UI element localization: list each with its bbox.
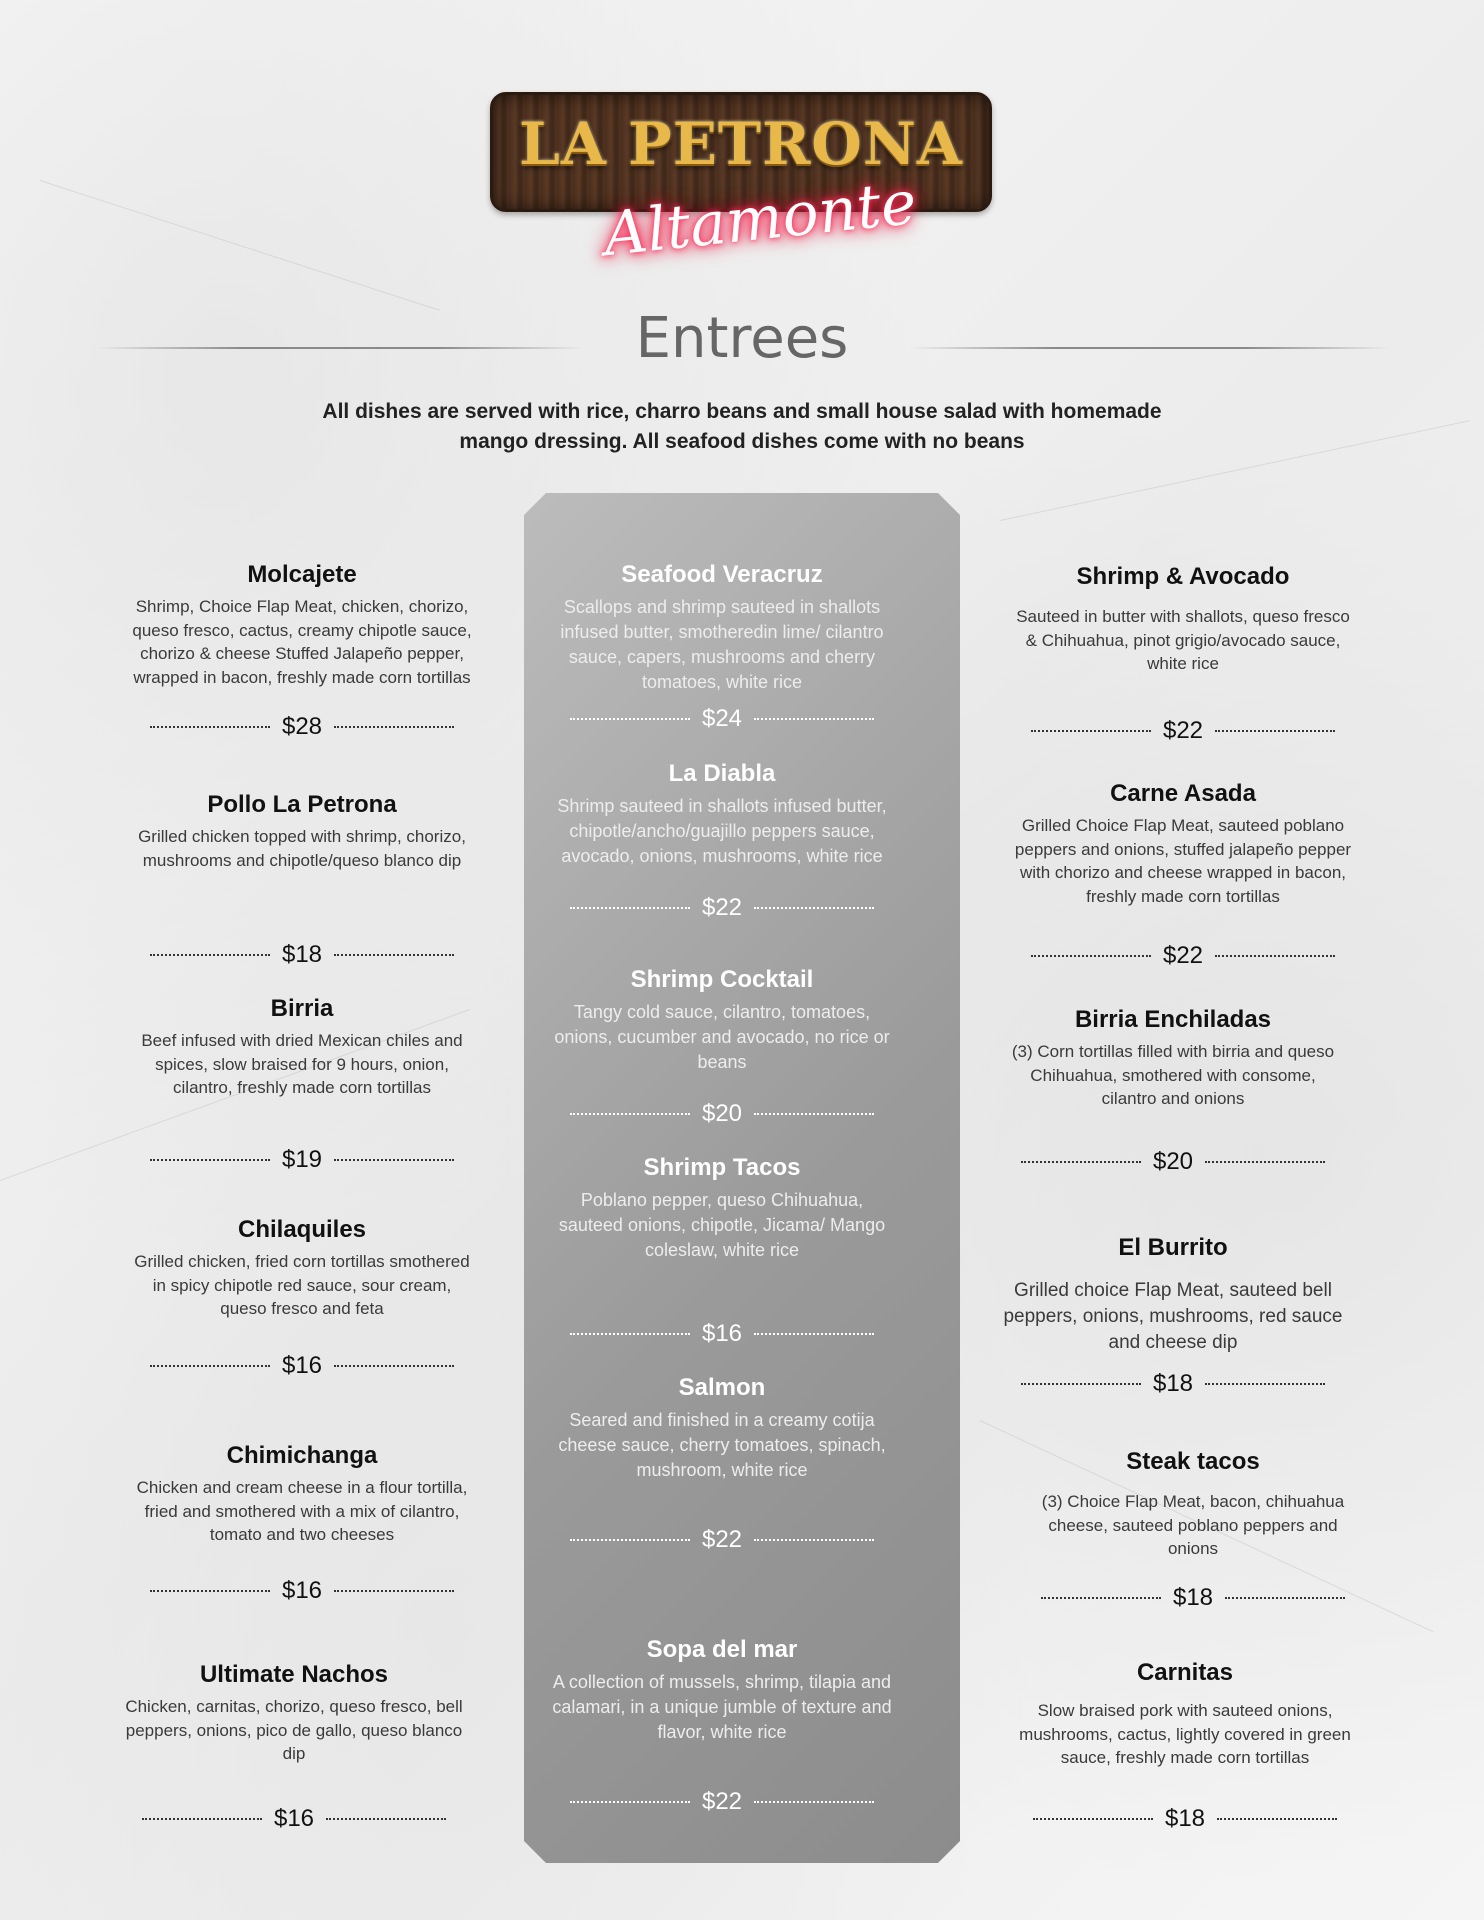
dot-leader: [1021, 1383, 1141, 1385]
item-price: $18: [1152, 1370, 1194, 1397]
price-row: [132, 713, 472, 741]
menu-item: [132, 789, 472, 974]
item-description: Shrimp, Choice Flap Meat, chicken, chorizo, queso fresco, cactus, creamy chipotle sauce, chorizo & cheese Stuffed Jalapeño pepper, wrapped in bacon, freshly made corn tortillas: [132, 597, 472, 687]
dot-leader: [1033, 1818, 1153, 1820]
item-name: Pollo La Petrona: [207, 791, 397, 818]
item-price: $28: [281, 713, 323, 740]
dot-leader: [150, 954, 270, 956]
price-row: [132, 1146, 472, 1174]
item-description: Grilled choice Flap Meat, sauteed bell peppers, onions, mushrooms, red sauce and cheese dip: [1003, 1280, 1343, 1353]
dot-leader: [754, 1801, 874, 1803]
item-price: $20: [701, 1100, 743, 1127]
dot-leader: [1225, 1597, 1345, 1599]
item-name: Birria: [270, 995, 334, 1022]
menu-item: [132, 993, 472, 1178]
item-name: Birria Enchiladas: [1074, 1006, 1272, 1033]
price-row: [552, 1526, 892, 1554]
item-price: $20: [1152, 1148, 1194, 1175]
dot-leader: [570, 1539, 690, 1541]
item-name: Ultimate Nachos: [199, 1661, 389, 1688]
price-row: [552, 1788, 892, 1816]
price-row: [552, 894, 892, 922]
price-row: [132, 941, 472, 969]
dot-leader: [570, 907, 690, 909]
price-row: [1015, 1805, 1355, 1833]
dot-leader: [150, 726, 270, 728]
dot-leader: [1215, 955, 1335, 957]
item-description: Grilled Choice Flap Meat, sauteed poblano peppers and onions, stuffed jalapeño pepper with chorizo and cheese wrapped in bacon, freshly made corn tortillas: [1014, 816, 1352, 906]
item-price: $16: [281, 1577, 323, 1604]
item-price: $22: [701, 1788, 743, 1815]
item-name: Shrimp Tacos: [643, 1154, 801, 1181]
item-description: Beef infused with dried Mexican chiles and spices, slow braised for 9 hours, onion, cilantro, freshly made corn tortillas: [141, 1031, 463, 1097]
menu-item: [552, 1152, 892, 1352]
menu-item: [1003, 1004, 1343, 1194]
item-description: Sauteed in butter with shallots, queso fresco & Chihuahua, pinot grigio/avocado sauce, white rice: [1016, 607, 1350, 673]
price-row: [124, 1805, 464, 1833]
item-name: La Diabla: [668, 760, 776, 787]
marble-vein: [40, 180, 440, 311]
menu-item: [132, 1214, 472, 1399]
item-name: Seafood Veracruz: [621, 561, 823, 588]
menu-item: [124, 1659, 464, 1844]
item-price: $22: [1162, 942, 1204, 969]
item-name: El Burrito: [1118, 1234, 1228, 1261]
item-price: $22: [701, 894, 743, 921]
item-description: A collection of mussels, shrimp, tilapia and calamari, in a unique jumble of texture and flavor, white rice: [552, 1672, 892, 1742]
item-name: Chilaquiles: [237, 1216, 367, 1243]
dot-leader: [150, 1365, 270, 1367]
dot-leader: [150, 1159, 270, 1161]
price-row: [1013, 717, 1353, 745]
dot-leader: [1205, 1383, 1325, 1385]
menu-item: [1003, 1232, 1343, 1412]
item-name: Shrimp & Avocado: [1076, 563, 1290, 590]
item-price: $18: [1164, 1805, 1206, 1832]
price-row: [552, 705, 892, 733]
item-name: Carnitas: [1136, 1659, 1234, 1686]
dot-leader: [754, 1333, 874, 1335]
dot-leader: [334, 1590, 454, 1592]
dot-leader: [326, 1818, 446, 1820]
item-description: Seared and finished in a creamy cotija cheese sauce, cherry tomatoes, spinach, mushroom, white rice: [558, 1410, 886, 1480]
dot-leader: [1215, 730, 1335, 732]
item-description: (3) Corn tortillas filled with birria and queso Chihuahua, smothered with consome, cilantro and onions: [1011, 1042, 1335, 1108]
item-price: $22: [1162, 717, 1204, 744]
menu-item: [1023, 1446, 1363, 1636]
restaurant-logo: [490, 92, 994, 282]
dot-leader: [1031, 730, 1151, 732]
dot-leader: [334, 954, 454, 956]
price-row: [1003, 1370, 1343, 1398]
menu-item: [552, 1372, 892, 1572]
price-row: [552, 1320, 892, 1348]
dot-leader: [334, 1159, 454, 1161]
price-row: [1003, 1148, 1343, 1176]
item-description: Shrimp sauteed in shallots infused butter, chipotle/ancho/guajillo peppers sauce, avocado, onions, mushrooms, white rice: [557, 796, 887, 866]
menu-item: [552, 758, 892, 938]
page-title: Entrees: [635, 306, 849, 371]
item-price: $16: [701, 1320, 743, 1347]
dot-leader: [754, 1113, 874, 1115]
price-row: [552, 1100, 892, 1128]
dot-leader: [1021, 1161, 1141, 1163]
dot-leader: [1217, 1818, 1337, 1820]
dot-leader: [150, 1590, 270, 1592]
item-description: Grilled chicken topped with shrimp, chorizo, mushrooms and chipotle/queso blanco dip: [138, 827, 466, 870]
item-description: Tangy cold sauce, cilantro, tomatoes, onions, cucumber and avocado, no rice or beans: [554, 1002, 890, 1072]
item-name: Molcajete: [247, 561, 357, 588]
item-description: Slow braised pork with sauteed onions, mushrooms, cactus, lightly covered in green sauce, freshly made corn tortillas: [1019, 1701, 1351, 1767]
intro-note: All dishes are served with rice, charro beans and small house salad with homemade mango dressing. All seafood dishes come with no beans: [322, 400, 1162, 453]
item-name: Sopa del mar: [646, 1636, 798, 1663]
dot-leader: [754, 1539, 874, 1541]
item-price: $16: [281, 1352, 323, 1379]
dot-leader: [754, 907, 874, 909]
menu-item: [132, 559, 472, 744]
item-name: Shrimp Cocktail: [630, 966, 814, 993]
dot-leader: [1205, 1161, 1325, 1163]
dot-leader: [570, 1333, 690, 1335]
menu-item: [132, 1440, 472, 1625]
dot-leader: [1031, 955, 1151, 957]
dot-leader: [570, 1113, 690, 1115]
item-description: Scallops and shrimp sauteed in shallots infused butter, smotheredin lime/ cilantro sauce, capers, mushrooms and cherry tomatoes, white rice: [560, 597, 884, 692]
logo-subtitle: Altamonte: [600, 167, 920, 271]
dot-leader: [334, 1365, 454, 1367]
menu-item: [552, 559, 892, 739]
item-price: $22: [701, 1526, 743, 1553]
menu-item: [552, 964, 892, 1144]
dot-leader: [570, 718, 690, 720]
logo-title: LA PETRONA: [519, 110, 963, 178]
item-price: $18: [281, 941, 323, 968]
item-description: Poblano pepper, queso Chihuahua, sauteed onions, chipotle, Jicama/ Mango coleslaw, white rice: [558, 1190, 886, 1260]
price-row: [132, 1577, 472, 1605]
item-price: $18: [1172, 1584, 1214, 1611]
item-price: $19: [281, 1146, 323, 1173]
item-description: Chicken and cream cheese in a flour tortilla, fried and smothered with a mix of cilantro, tomato and two cheeses: [136, 1478, 468, 1544]
dot-leader: [334, 726, 454, 728]
price-row: [132, 1352, 472, 1380]
item-description: (3) Choice Flap Meat, bacon, chihuahua cheese, sauteed poblano peppers and onions: [1041, 1492, 1345, 1558]
item-name: Salmon: [678, 1374, 766, 1401]
dot-leader: [1041, 1597, 1161, 1599]
menu-item: [552, 1634, 892, 1834]
item-name: Carne Asada: [1110, 780, 1256, 807]
menu-item: [1013, 778, 1353, 968]
menu-item: [1013, 561, 1353, 751]
item-name: Chimichanga: [226, 1442, 378, 1469]
dot-leader: [570, 1801, 690, 1803]
menu-item: [1015, 1657, 1355, 1847]
item-description: Chicken, carnitas, chorizo, queso fresco, bell peppers, onions, pico de gallo, queso blanco dip: [125, 1697, 463, 1763]
price-row: [1013, 942, 1353, 970]
item-name: Steak tacos: [1126, 1448, 1260, 1475]
item-price: $24: [701, 705, 743, 732]
item-description: Grilled chicken, fried corn tortillas smothered in spicy chipotle red sauce, sour cream, queso fresco and feta: [134, 1252, 470, 1318]
dot-leader: [754, 718, 874, 720]
price-row: [1023, 1584, 1363, 1612]
dot-leader: [142, 1818, 262, 1820]
item-price: $16: [273, 1805, 315, 1832]
